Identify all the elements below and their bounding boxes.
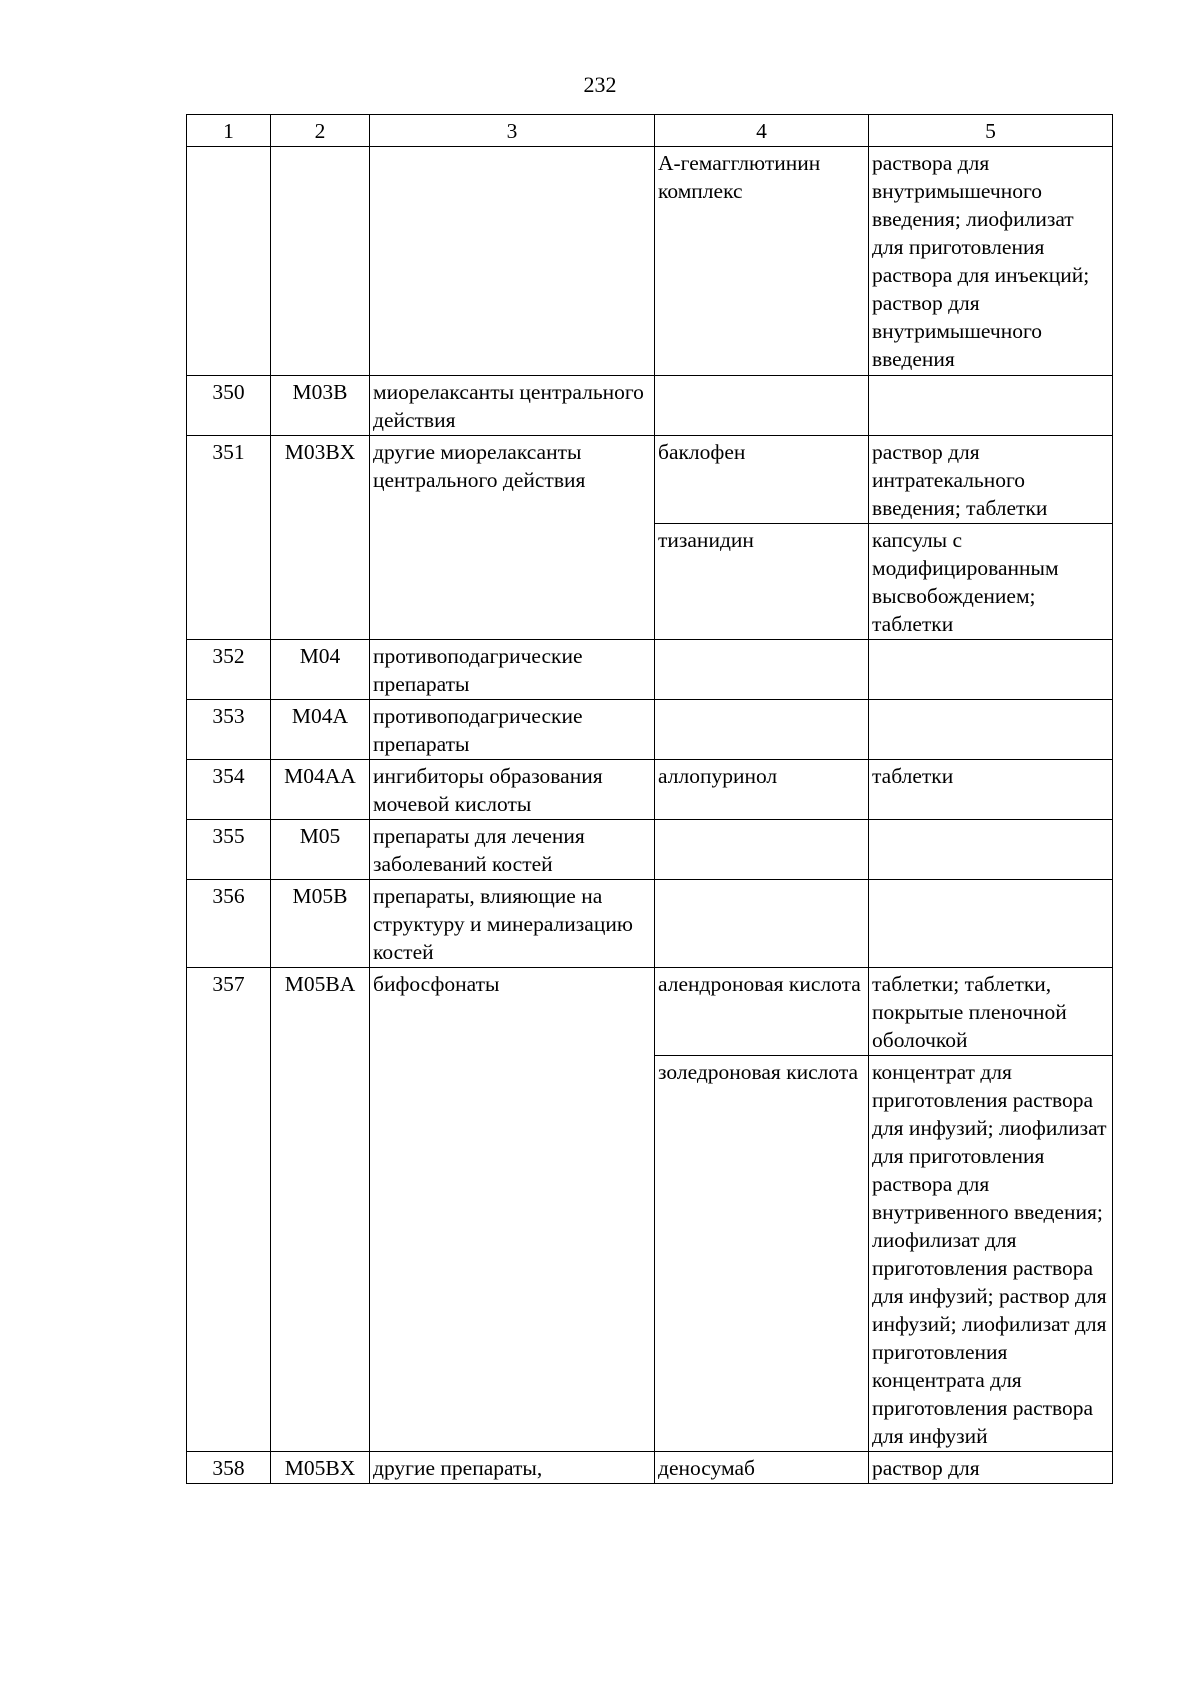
group-name: ингибиторы образования мочевой кислоты [370, 760, 655, 820]
table-row [187, 1452, 1113, 1484]
dosage-form: таблетки [869, 760, 1113, 820]
substance-name: алендроновая кислота [655, 968, 869, 1056]
table-row [187, 880, 1113, 968]
group-name: препараты для лечения заболеваний костей [370, 820, 655, 880]
row-number: 353 [187, 700, 271, 760]
atc-code: M04A [271, 700, 370, 760]
row-number: 351 [187, 436, 271, 640]
dosage-form: раствор для интратекального введения; таблетки [869, 436, 1113, 524]
group-name: миорелаксанты центрального действия [370, 376, 655, 436]
page-number: 232 [583, 72, 617, 97]
header-cell: 3 [370, 115, 655, 147]
row-number: 356 [187, 880, 271, 968]
table-row [187, 436, 1113, 524]
substance-name: баклофен [655, 436, 869, 524]
table-row [187, 700, 1113, 760]
substance-name: деносумаб [655, 1452, 869, 1484]
substance-name: аллопуринол [655, 760, 869, 820]
substance-name [655, 820, 869, 880]
atc-code: M04 [271, 640, 370, 700]
table-row [187, 376, 1113, 436]
header-cell: 2 [271, 115, 370, 147]
drug-table [186, 114, 1113, 1484]
dosage-form: таблетки; таблетки, покрытые пленочной оболочкой [869, 968, 1113, 1056]
dosage-form [869, 640, 1113, 700]
dosage-form [869, 820, 1113, 880]
substance-name [655, 640, 869, 700]
dosage-form: раствор для [869, 1452, 1113, 1484]
atc-code: M05BX [271, 1452, 370, 1484]
dosage-form: капсулы с модифицированным высвобождением; таблетки [869, 524, 1113, 640]
row-number: 357 [187, 968, 271, 1452]
atc-code: M03B [271, 376, 370, 436]
group-name: противоподагрические препараты [370, 700, 655, 760]
table-header-row [187, 115, 1113, 147]
header-cell: 1 [187, 115, 271, 147]
dosage-form [869, 376, 1113, 436]
group-name: другие препараты, [370, 1452, 655, 1484]
group-name [370, 147, 655, 376]
substance-name: золедроновая кислота [655, 1056, 869, 1452]
dosage-form: концентрат для приготовления раствора для инфузий; лиофилизат для приготовления раствора для внутривенного введения; лиофилизат для приготовления раствора для инфузий; раствор для инфузий; лиофилизат для приготовления концентрата для приготовления раствора для инфузий [869, 1056, 1113, 1452]
table-row [187, 147, 1113, 376]
table-row [187, 760, 1113, 820]
row-number: 352 [187, 640, 271, 700]
atc-code: M05BA [271, 968, 370, 1452]
atc-code [271, 147, 370, 376]
atc-code: M03BX [271, 436, 370, 640]
table-row [187, 820, 1113, 880]
group-name: противоподагрические препараты [370, 640, 655, 700]
dosage-form [869, 700, 1113, 760]
substance-name [655, 700, 869, 760]
substance-name [655, 376, 869, 436]
group-name: бифосфонаты [370, 968, 655, 1452]
table-row [187, 968, 1113, 1056]
atc-code: M05B [271, 880, 370, 968]
atc-code: M05 [271, 820, 370, 880]
dosage-form [869, 880, 1113, 968]
row-number: 350 [187, 376, 271, 436]
header-cell: 4 [655, 115, 869, 147]
substance-name: А-гемагглютинин комплекс [655, 147, 869, 376]
substance-name: тизанидин [655, 524, 869, 640]
row-number: 355 [187, 820, 271, 880]
header-cell: 5 [869, 115, 1113, 147]
row-number: 358 [187, 1452, 271, 1484]
group-name: препараты, влияющие на структуру и минерализацию костей [370, 880, 655, 968]
table-row [187, 640, 1113, 700]
atc-code: M04AA [271, 760, 370, 820]
group-name: другие миорелаксанты центрального действия [370, 436, 655, 640]
dosage-form: раствора для внутримышечного введения; лиофилизат для приготовления раствора для инъекций; раствор для внутримышечного введения [869, 147, 1113, 376]
substance-name [655, 880, 869, 968]
row-number [187, 147, 271, 376]
row-number: 354 [187, 760, 271, 820]
